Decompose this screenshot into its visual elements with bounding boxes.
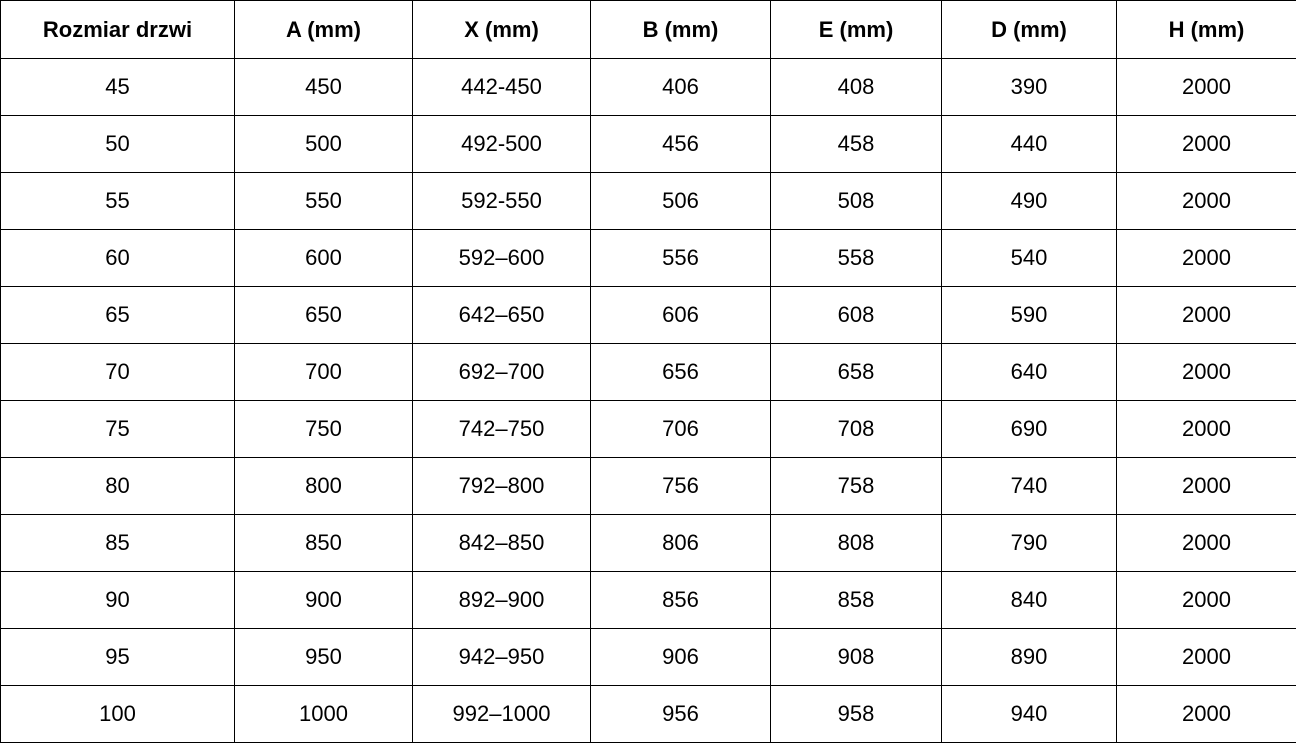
table-cell: 800 bbox=[235, 458, 413, 515]
table-body bbox=[1, 59, 1296, 743]
table-cell: 606 bbox=[591, 287, 771, 344]
table-cell: 2000 bbox=[1117, 515, 1296, 572]
table-row bbox=[1, 116, 1296, 173]
header-h-mm: H (mm) bbox=[1117, 1, 1296, 59]
table-row bbox=[1, 59, 1296, 116]
table-cell: 650 bbox=[235, 287, 413, 344]
table-cell: 608 bbox=[771, 287, 942, 344]
table-row bbox=[1, 287, 1296, 344]
table-cell: 2000 bbox=[1117, 458, 1296, 515]
table-row bbox=[1, 572, 1296, 629]
table-cell: 790 bbox=[942, 515, 1117, 572]
table-cell: 85 bbox=[1, 515, 235, 572]
table-cell: 750 bbox=[235, 401, 413, 458]
table-cell: 406 bbox=[591, 59, 771, 116]
table-cell: 858 bbox=[771, 572, 942, 629]
table-cell: 60 bbox=[1, 230, 235, 287]
table-row bbox=[1, 629, 1296, 686]
table-row bbox=[1, 344, 1296, 401]
table-cell: 70 bbox=[1, 344, 235, 401]
table-row bbox=[1, 515, 1296, 572]
table-cell: 942–950 bbox=[413, 629, 591, 686]
table-cell: 656 bbox=[591, 344, 771, 401]
table-cell: 2000 bbox=[1117, 287, 1296, 344]
table-cell: 2000 bbox=[1117, 572, 1296, 629]
table-cell: 850 bbox=[235, 515, 413, 572]
table-cell: 692–700 bbox=[413, 344, 591, 401]
table-cell: 600 bbox=[235, 230, 413, 287]
table-cell: 592–600 bbox=[413, 230, 591, 287]
table-cell: 742–750 bbox=[413, 401, 591, 458]
table-cell: 700 bbox=[235, 344, 413, 401]
table-cell: 840 bbox=[942, 572, 1117, 629]
table-cell: 690 bbox=[942, 401, 1117, 458]
table-cell: 550 bbox=[235, 173, 413, 230]
table-cell: 892–900 bbox=[413, 572, 591, 629]
table-cell: 908 bbox=[771, 629, 942, 686]
table-cell: 806 bbox=[591, 515, 771, 572]
table-cell: 592-550 bbox=[413, 173, 591, 230]
table-cell: 706 bbox=[591, 401, 771, 458]
table-cell: 90 bbox=[1, 572, 235, 629]
table-cell: 55 bbox=[1, 173, 235, 230]
table-cell: 80 bbox=[1, 458, 235, 515]
table-cell: 458 bbox=[771, 116, 942, 173]
table-cell: 950 bbox=[235, 629, 413, 686]
table-cell: 940 bbox=[942, 686, 1117, 743]
table-cell: 492-500 bbox=[413, 116, 591, 173]
table-cell: 890 bbox=[942, 629, 1117, 686]
table-cell: 490 bbox=[942, 173, 1117, 230]
table-cell: 792–800 bbox=[413, 458, 591, 515]
table-cell: 50 bbox=[1, 116, 235, 173]
table-row bbox=[1, 686, 1296, 743]
header-a-mm: A (mm) bbox=[235, 1, 413, 59]
table-cell: 65 bbox=[1, 287, 235, 344]
table-cell: 75 bbox=[1, 401, 235, 458]
table-cell: 642–650 bbox=[413, 287, 591, 344]
table-cell: 45 bbox=[1, 59, 235, 116]
table-cell: 906 bbox=[591, 629, 771, 686]
table-cell: 556 bbox=[591, 230, 771, 287]
header-d-mm: D (mm) bbox=[942, 1, 1117, 59]
table-cell: 740 bbox=[942, 458, 1117, 515]
table-cell: 408 bbox=[771, 59, 942, 116]
header-b-mm: B (mm) bbox=[591, 1, 771, 59]
table-cell: 640 bbox=[942, 344, 1117, 401]
table-cell: 856 bbox=[591, 572, 771, 629]
table-cell: 756 bbox=[591, 458, 771, 515]
table-cell: 1000 bbox=[235, 686, 413, 743]
table-cell: 992–1000 bbox=[413, 686, 591, 743]
table-row bbox=[1, 401, 1296, 458]
table-header-row bbox=[1, 1, 1296, 59]
table-cell: 2000 bbox=[1117, 59, 1296, 116]
table-cell: 390 bbox=[942, 59, 1117, 116]
table-cell: 900 bbox=[235, 572, 413, 629]
table-cell: 2000 bbox=[1117, 230, 1296, 287]
table-cell: 808 bbox=[771, 515, 942, 572]
table-row bbox=[1, 230, 1296, 287]
header-x-mm: X (mm) bbox=[413, 1, 591, 59]
table-cell: 956 bbox=[591, 686, 771, 743]
table-cell: 456 bbox=[591, 116, 771, 173]
table-row bbox=[1, 458, 1296, 515]
table-row bbox=[1, 173, 1296, 230]
table-cell: 842–850 bbox=[413, 515, 591, 572]
table-cell: 450 bbox=[235, 59, 413, 116]
table-cell: 2000 bbox=[1117, 173, 1296, 230]
table-cell: 558 bbox=[771, 230, 942, 287]
table-cell: 708 bbox=[771, 401, 942, 458]
table-cell: 506 bbox=[591, 173, 771, 230]
table-cell: 2000 bbox=[1117, 629, 1296, 686]
header-rozmiar-drzwi: Rozmiar drzwi bbox=[1, 1, 235, 59]
table-cell: 758 bbox=[771, 458, 942, 515]
table-cell: 2000 bbox=[1117, 344, 1296, 401]
table-cell: 508 bbox=[771, 173, 942, 230]
table-cell: 100 bbox=[1, 686, 235, 743]
table-cell: 442-450 bbox=[413, 59, 591, 116]
table-cell: 540 bbox=[942, 230, 1117, 287]
table-cell: 440 bbox=[942, 116, 1117, 173]
table-cell: 500 bbox=[235, 116, 413, 173]
table-cell: 95 bbox=[1, 629, 235, 686]
table-cell: 2000 bbox=[1117, 686, 1296, 743]
table-cell: 2000 bbox=[1117, 116, 1296, 173]
header-e-mm: E (mm) bbox=[771, 1, 942, 59]
table-cell: 590 bbox=[942, 287, 1117, 344]
table-cell: 658 bbox=[771, 344, 942, 401]
table-cell: 2000 bbox=[1117, 401, 1296, 458]
table-cell: 958 bbox=[771, 686, 942, 743]
